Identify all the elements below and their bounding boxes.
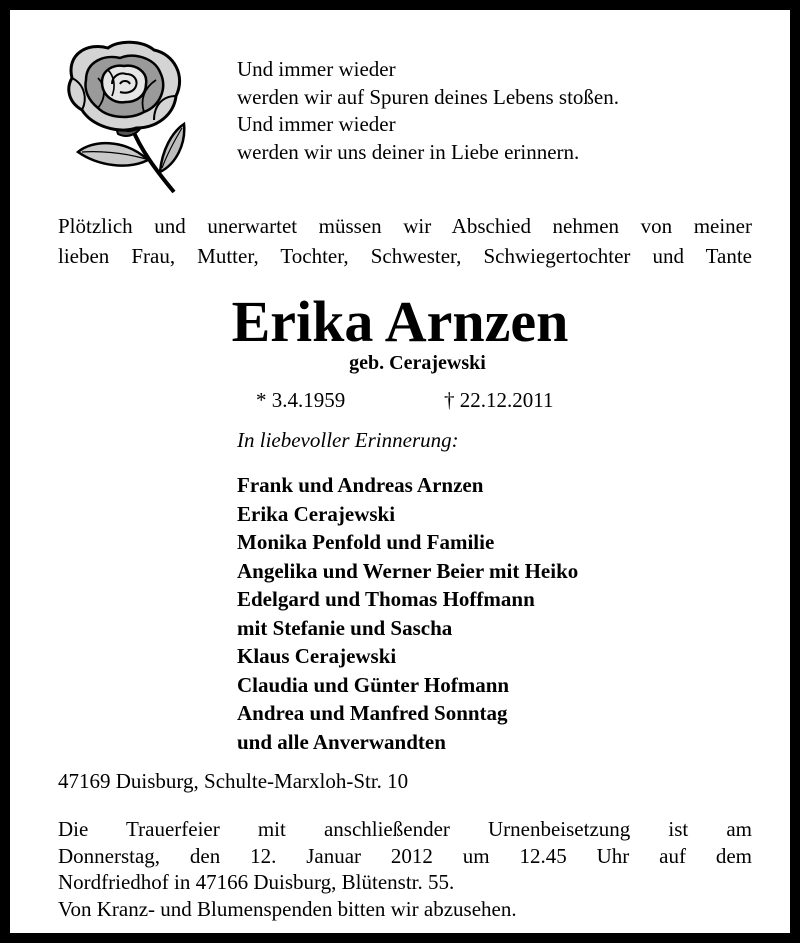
mourner-line: Angelika und Werner Beier mit Heiko [237, 558, 579, 583]
mourners-list [237, 471, 578, 756]
poem-line: Und immer wieder [237, 112, 396, 136]
death-date: † 22.12.2011 [444, 388, 554, 412]
poem-line: werden wir uns deiner in Liebe erinnern. [237, 139, 580, 164]
mourner-line: Frank und Andreas Arnzen [237, 473, 484, 497]
mourner-line: Claudia und Günter Hofmann [237, 672, 510, 697]
funeral-line: Die Trauerfeier mit anschließender Urnenbeisetzung ist am [58, 817, 752, 841]
memory-heading: In liebevoller Erinnerung: [237, 428, 459, 452]
deceased-name: Erika Arnzen [231, 289, 569, 354]
poem-line: werden wir auf Spuren deines Lebens stoßen. [237, 84, 619, 109]
intro-line: Plötzlich und unerwartet müssen wir Abschied nehmen von meiner [58, 214, 752, 238]
poem-line: Und immer wieder [237, 57, 396, 81]
mourner-line: Edelgard und Thomas Hoffmann [237, 587, 535, 611]
maiden-name: geb. Cerajewski [349, 352, 486, 374]
funeral-info [58, 816, 752, 922]
mourner-line: Andrea und Manfred Sonntag [237, 701, 508, 725]
intro-text [58, 211, 752, 271]
birth-date: * 3.4.1959 [256, 388, 346, 412]
mourner-line: und alle Anverwandten [237, 729, 446, 754]
poem [237, 56, 619, 166]
rose-icon [62, 40, 187, 195]
mourner-line: mit Stefanie und Sascha [237, 615, 453, 640]
funeral-line: Nordfriedhof in 47166 Duisburg, Blütenstr. 55. [58, 870, 455, 894]
address: 47169 Duisburg, Schulte-Marxloh-Str. 10 [58, 769, 409, 793]
mourner-line: Erika Cerajewski [237, 501, 396, 526]
mourner-line: Monika Penfold und Familie [237, 530, 495, 554]
mourner-line: Klaus Cerajewski [237, 644, 397, 668]
funeral-line: Von Kranz- und Blumenspenden bitten wir abzusehen. [58, 896, 517, 921]
intro-line: lieben Frau, Mutter, Tochter, Schwester, Schwiegertochter und Tante [58, 244, 752, 268]
funeral-line: Donnerstag, den 12. Januar 2012 um 12.45 Uhr auf dem [58, 843, 752, 868]
